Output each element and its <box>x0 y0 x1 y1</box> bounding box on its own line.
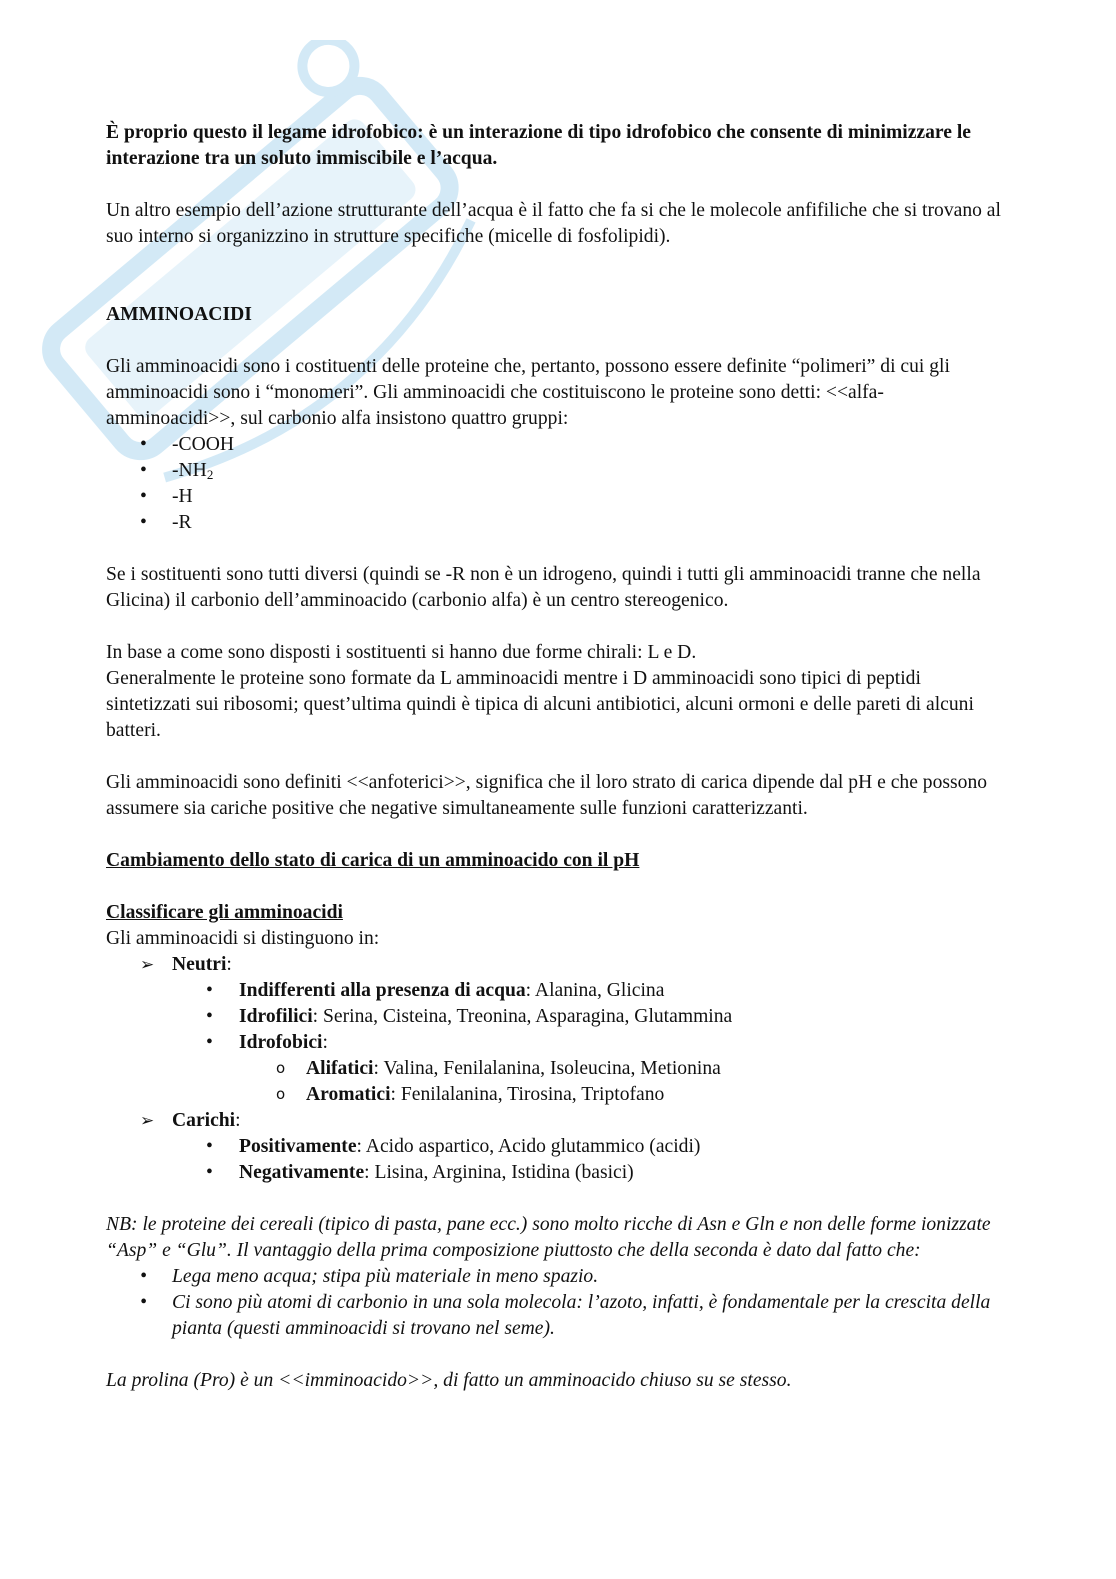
paragraph-water-structuring: Un altro esempio dell’azione strutturante dell’acqua è il fatto che fa si che le molecole anfifiliche che si trovano al suo interno si organizzino in strutture specifiche (micelle di fosfolipidi). <box>106 200 1001 247</box>
section-heading-amminoacidi: AMMINOACIDI <box>106 304 252 325</box>
list-item-neutri: ➢ Neutri: <box>106 952 1006 978</box>
subheading-classificare: Classificare gli amminoacidi <box>106 902 343 923</box>
arrow-bullet-icon: ➢ <box>140 1111 155 1131</box>
paragraph-stereogenic: Se i sostituenti sono tutti diversi (quindi se -R non è un idrogeno, quindi i tutti gli amminoacidi tranne che nella Glicina) il carbonio dell’amminoacido (carbonio alfa) è un centro stereogenico. <box>106 564 981 611</box>
list-item: • -H <box>106 484 1006 510</box>
paragraph-definition: Gli amminoacidi sono i costituenti delle proteine che, pertanto, possono essere definite “polimeri” di cui gli amminoacidi sono i “monomeri”. Gli amminoacidi che costituiscono le proteine sono detti: <<alfa-amminoacidi>>, sul carbonio alfa insistono quattro gruppi: <box>106 356 950 429</box>
list-item: • Idrofobici: <box>106 1030 1006 1056</box>
list-item: o Aromatici: Fenilalanina, Tirosina, Triptofano <box>106 1082 1006 1108</box>
list-item: • -COOH <box>106 432 1006 458</box>
subheading-charge-ph: Cambiamento dello stato di carica di un amminoacido con il pH <box>106 850 640 871</box>
list-item: o Alifatici: Valina, Fenilalanina, Isoleucina, Metionina <box>106 1056 1006 1082</box>
list-item-carichi: ➢ Carichi: <box>106 1108 1006 1134</box>
list-item: • Positivamente: Acido aspartico, Acido glutammico (acidi) <box>106 1134 1006 1160</box>
paragraph-l-d-amino: Generalmente le proteine sono formate da L amminoacidi mentre i D amminoacidi sono tipici di peptidi sintetizzati sui ribosomi; quest’ultima quindi è tipica di alcuni antibiotici, alcuni ormoni e delle pareti di alcuni batteri. <box>106 668 974 741</box>
list-item: • $-NH_2$ <box>106 458 1006 484</box>
circle-bullet-icon: o <box>276 1059 286 1077</box>
list-item: • -R <box>106 510 1006 536</box>
paragraph-anfoterici: Gli amminoacidi sono definiti <<anfoterici>>, significa che il loro strato di carica dipende dal pH e che possono assumere sia cariche positive che negative simultaneamente sulle funzioni caratterizzanti. <box>106 772 988 819</box>
list-item: • Lega meno acqua; stipa più materiale in meno spazio. <box>106 1264 1006 1290</box>
list-item: • Idrofilici: Serina, Cisteina, Treonina, Asparagina, Glutammina <box>106 1004 1006 1030</box>
classification-intro: Gli amminoacidi si distinguono in: <box>106 928 380 949</box>
list-item: • Ci sono più atomi di carbonio in una sola molecola: l’azoto, infatti, è fondamentale per la crescita della pianta (questi amminoacidi si trovano nel seme). <box>106 1290 1006 1342</box>
list-item: • Negativamente: Lisina, Arginina, Istidina (basici) <box>106 1160 1006 1186</box>
classification-list <box>106 952 1006 1186</box>
nb-list <box>106 1264 1006 1342</box>
list-item: • Indifferenti alla presenza di acqua: Alanina, Glicina <box>106 978 1006 1004</box>
circle-bullet-icon: o <box>276 1085 286 1103</box>
arrow-bullet-icon: ➢ <box>140 955 155 975</box>
nb-paragraph: NB: le proteine dei cereali (tipico di pasta, pane ecc.) sono molto ricche di Asn e Gln e non delle forme ionizzate “Asp” e “Glu”. Il vantaggio della prima composizione piuttosto che della seconda è dato dal fatto che: <box>106 1214 991 1261</box>
paragraph-chiral-forms: In base a come sono disposti i sostituenti si hanno due forme chirali: L e D. <box>106 642 697 663</box>
prolina-paragraph: La prolina (Pro) è un <<imminoacido>>, di fatto un amminoacido chiuso su se stesso. <box>106 1370 792 1391</box>
functional-groups-list <box>106 432 1006 536</box>
document-page <box>106 120 1006 1394</box>
intro-bold-paragraph: È proprio questo il legame idrofobico: è un interazione di tipo idrofobico che consente di minimizzare le interazione tra un soluto immiscibile e l’acqua. <box>106 122 971 169</box>
